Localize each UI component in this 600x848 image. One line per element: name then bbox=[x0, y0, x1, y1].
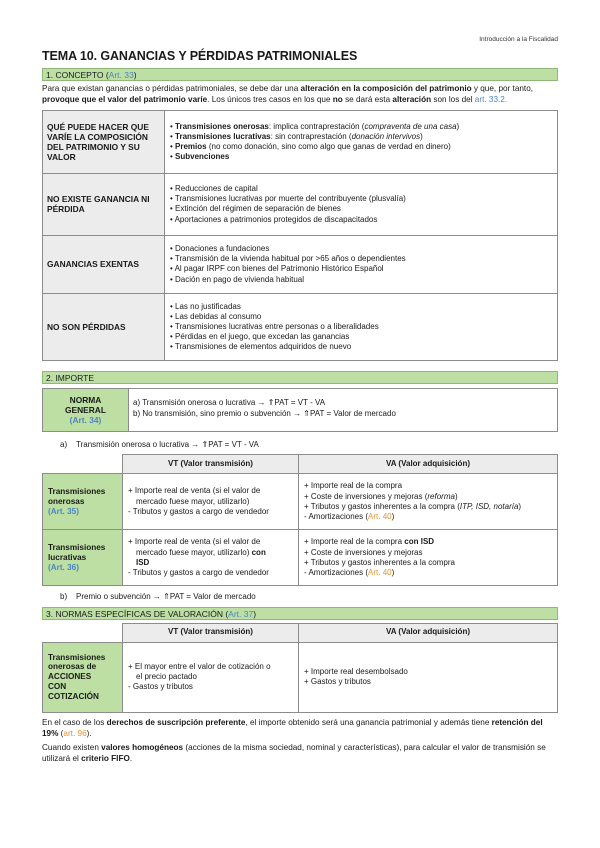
row-content bbox=[165, 293, 558, 360]
section-2-bar: 2. IMPORTE bbox=[42, 371, 558, 384]
list-item: • Donaciones a fundaciones bbox=[170, 244, 552, 254]
art-40-link[interactable]: Art. 40 bbox=[368, 512, 392, 522]
vt-cell: + Importe real de venta (si el valor de mercado fuese mayor, utilizarlo) con ISD - Tributos y gastos a cargo de vendedor bbox=[123, 530, 299, 586]
table-row bbox=[43, 530, 558, 586]
general-rule-label: NORMA GENERAL (Art. 34) bbox=[43, 389, 129, 431]
list-item: • Pérdidas en el juego, que excedan las ganancias bbox=[170, 332, 552, 342]
general-rule-box bbox=[42, 388, 558, 432]
vt-header: VT (Valor transmisión) bbox=[123, 455, 299, 474]
list-item: • Transmisiones de elementos adquiridos de nuevo bbox=[170, 342, 552, 352]
list-item: • Transmisiones lucrativas entre personas o a liberalidades bbox=[170, 322, 552, 332]
table-row bbox=[43, 293, 558, 360]
row-content bbox=[165, 235, 558, 293]
section-3-bar: 3. NORMAS ESPECÍFICAS DE VALORACIÓN (Art. 37) bbox=[42, 607, 558, 620]
row-label: NO SON PÉRDIDAS bbox=[43, 293, 165, 360]
table-row bbox=[43, 110, 558, 173]
art-40-link[interactable]: Art. 40 bbox=[368, 568, 392, 578]
table-row bbox=[43, 173, 558, 235]
footnotes bbox=[42, 718, 558, 765]
section-1-bar: 1. CONCEPTO (Art. 33) bbox=[42, 68, 558, 81]
va-cell: + Importe real desembolsado + Gastos y tributos bbox=[299, 642, 558, 712]
row-label: Transmisiones onerosas de ACCIONES CON COTIZACIÓN bbox=[43, 642, 123, 712]
art-96-link[interactable]: art. 96 bbox=[63, 728, 87, 738]
case-a: a) Transmisión onerosa o lucrativa → ⇑PAT = VT - VA bbox=[60, 439, 259, 449]
list-item: • Subvenciones bbox=[170, 152, 552, 162]
list-item: • Transmisiones onerosas: implica contraprestación (compraventa de una casa) bbox=[170, 122, 552, 132]
row-label: NO EXISTE GANANCIA NI PÉRDIDA bbox=[43, 173, 165, 235]
art-36-link[interactable]: (Art. 36) bbox=[48, 562, 79, 572]
document-page bbox=[42, 34, 558, 769]
vt-cell: + El mayor entre el valor de cotización o el precio pactado - Gastos y tributos bbox=[123, 642, 299, 712]
list-item: • Dación en pago de vivienda habitual bbox=[170, 275, 552, 285]
va-cell: + Importe real de la compra con ISD + Coste de inversiones y mejoras + Tributos y gastos inherentes a la compra - Amortizaciones (Art. 40) bbox=[299, 530, 558, 586]
table-row bbox=[43, 474, 558, 530]
list-item: • Transmisiones lucrativas por muerte del contribuyente (plusvalía) bbox=[170, 194, 552, 204]
art-37-link[interactable]: Art. 37 bbox=[228, 608, 254, 619]
va-header: VA (Valor adquisición) bbox=[299, 455, 558, 474]
art-33-2-link[interactable]: art. 33.2. bbox=[474, 95, 508, 105]
list-item: • Transmisiones lucrativas: sin contraprestación (donación intervivos) bbox=[170, 132, 552, 142]
table-row bbox=[43, 642, 558, 712]
vt-header: VT (Valor transmisión) bbox=[123, 623, 299, 642]
concept-intro: Para que existan ganancias o pérdidas patrimoniales, se debe dar una alteración en la composición del patrimonio y que, por tanto, provoque que el valor del patrimonio varíe. Los únicos tres casos en los que no se dará esta alteración son los del art. 33.2. bbox=[42, 84, 534, 105]
row-label: Transmisiones lucrativas (Art. 36) bbox=[43, 530, 123, 586]
art-33-link[interactable]: Art. 33 bbox=[108, 70, 134, 81]
transmission-table bbox=[42, 454, 558, 586]
case-b: b) Premio o subvención → ⇑PAT = Valor de mercado bbox=[60, 592, 256, 602]
note-subscription-rights: En el caso de los derechos de suscripción preferente, el importe obtenido será una ganancia patrimonial y además tiene retención del 19% (art. 96). bbox=[42, 717, 543, 738]
row-content bbox=[165, 173, 558, 235]
list-item: • Aportaciones a patrimonios protegidos de discapacitados bbox=[170, 215, 552, 225]
concept-table bbox=[42, 110, 558, 361]
art-34-link[interactable]: (Art. 34) bbox=[69, 414, 102, 425]
list-item: • Premios (no como donación, sino como algo que ganas de verdad en dinero) bbox=[170, 142, 552, 152]
list-item: • Las no justificadas bbox=[170, 302, 552, 312]
vt-cell: + Importe real de venta (si el valor de mercado fuese mayor, utilizarlo) - Tributos y gastos a cargo de vendedor bbox=[123, 474, 299, 530]
note-fifo: Cuando existen valores homogéneos (acciones de la misma sociedad, nominal y características), para calcular el valor de transmisión se utilizará el criterio FIFO. bbox=[42, 743, 546, 764]
list-item: • Las debidas al consumo bbox=[170, 312, 552, 322]
va-header: VA (Valor adquisición) bbox=[299, 623, 558, 642]
valuation-table bbox=[42, 623, 558, 713]
list-item: • Transmisión de la vivienda habitual por >65 años o dependientes bbox=[170, 254, 552, 264]
list-item: • Extinción del régimen de separación de bienes bbox=[170, 204, 552, 214]
va-cell: + Importe real de la compra + Coste de inversiones y mejoras (reforma) + Tributos y gastos inherentes a la compra (ITP, ISD, notaría) - Amortizaciones (Art. 40) bbox=[299, 474, 558, 530]
list-item: • Al pagar IRPF con bienes del Patrimonio Histórico Español bbox=[170, 264, 552, 274]
row-label: GANANCIAS EXENTAS bbox=[43, 235, 165, 293]
art-35-link[interactable]: (Art. 35) bbox=[48, 506, 79, 516]
general-rule-body: a) Transmisión onerosa o lucrativa → ⇑PAT = VT - VA b) No transmisión, sino premio o subvención → ⇑PAT = Valor de mercado bbox=[133, 397, 396, 418]
row-label: Transmisiones onerosas (Art. 35) bbox=[43, 474, 123, 530]
row-content bbox=[165, 110, 558, 173]
list-item: • Reducciones de capital bbox=[170, 184, 552, 194]
table-row bbox=[43, 235, 558, 293]
row-label: QUÉ PUEDE HACER QUE VARÍE LA COMPOSICIÓN DEL PATRIMONIO Y SU VALOR bbox=[43, 110, 165, 173]
page-title: TEMA 10. GANANCIAS Y PÉRDIDAS PATRIMONIALES bbox=[42, 49, 358, 63]
course-header: Introducción a la Fiscalidad bbox=[479, 36, 558, 43]
